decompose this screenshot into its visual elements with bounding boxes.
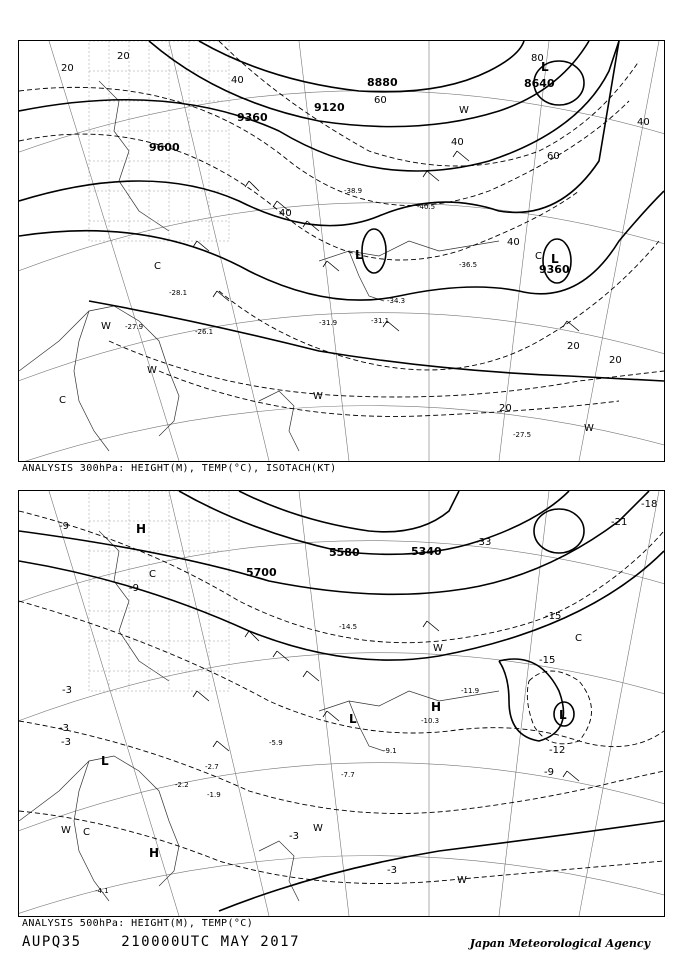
temp-contour-label: -12 <box>549 745 566 756</box>
temp-label: -7.7 <box>341 771 355 779</box>
low-pressure-center: L <box>541 60 549 74</box>
temp-label: -26.1 <box>195 328 214 336</box>
map-panel-300hpa <box>18 40 665 462</box>
warm-marker: W <box>61 825 71 836</box>
temp-label: -11.9 <box>461 687 480 695</box>
temp-label: -28.1 <box>169 289 188 297</box>
isotach-label: 20 <box>61 63 74 74</box>
isotach-label: 80 <box>531 53 544 64</box>
temp-contour-label: -18 <box>641 499 658 510</box>
chart-datetime: 210000UTC MAY 2017 <box>121 934 301 950</box>
cold-marker: C <box>154 261 161 272</box>
isotach-label: 40 <box>451 137 464 148</box>
temp-label: -4.1 <box>95 887 109 895</box>
height-label: 9120 <box>314 101 345 114</box>
warm-marker: W <box>147 365 157 376</box>
caption-500hpa: ANALYSIS 500hPa: HEIGHT(M), TEMP(°C) <box>22 918 254 929</box>
cold-marker: C <box>59 395 66 406</box>
map-panel-500hpa <box>18 490 665 917</box>
warm-marker: W <box>313 391 323 402</box>
warm-marker: W <box>584 423 594 434</box>
isotach-label: 20 <box>567 341 580 352</box>
low-pressure-center: L <box>349 712 357 726</box>
cold-marker: C <box>149 569 156 580</box>
temp-label: -1.9 <box>207 791 221 799</box>
height-label: 9600 <box>149 141 180 154</box>
isotach-label: 40 <box>279 208 292 219</box>
cold-marker: C <box>535 251 542 262</box>
temp-contour-label: -3 <box>387 865 397 876</box>
isotach-label: 40 <box>231 75 244 86</box>
isotach-label: 60 <box>374 95 387 106</box>
isotach-label: 40 <box>507 237 520 248</box>
isotach-label: 20 <box>117 51 130 62</box>
height-label: 5700 <box>246 566 277 579</box>
temp-contour-label: -9 <box>129 583 139 594</box>
temp-label: -2.2 <box>175 781 189 789</box>
warm-marker: W <box>433 643 443 654</box>
coastlines <box>19 81 499 451</box>
chart-code: AUPQ35 <box>22 934 82 950</box>
height-label: 5340 <box>411 545 442 558</box>
isotach-label: 60 <box>547 151 560 162</box>
temp-label: -38.9 <box>344 187 363 195</box>
cold-marker: C <box>83 827 90 838</box>
chart-identifier <box>22 934 300 950</box>
temp-label: -2.7 <box>205 763 219 771</box>
wind-barbs <box>193 151 579 331</box>
temp-label: -40.5 <box>417 203 436 211</box>
height-label: 9360 <box>539 263 570 276</box>
isotach-label: 40 <box>637 117 650 128</box>
temp-label: -27.5 <box>513 431 532 439</box>
temp-contour-label: -15 <box>539 655 556 666</box>
height-label: 5580 <box>329 546 360 559</box>
temp-label: -14.5 <box>339 623 358 631</box>
high-pressure-center: H <box>149 846 160 860</box>
temp-label: -27.9 <box>125 323 144 331</box>
warm-marker: W <box>101 321 111 332</box>
temp-label: -10.3 <box>421 717 440 725</box>
temp-label: -5.9 <box>269 739 283 747</box>
warm-marker: W <box>457 875 467 886</box>
low-pressure-center: L <box>551 252 559 266</box>
temp-contour-label: -21 <box>611 517 628 528</box>
temp-contours <box>19 511 664 884</box>
temp-contour-label: -3 <box>62 685 72 696</box>
temp-contour-label: -3 <box>61 737 71 748</box>
temp-label: -9.1 <box>383 747 397 755</box>
agency-name: Japan Meteorological Agency <box>469 937 650 950</box>
height-contours <box>19 41 664 381</box>
temp-contour-label: -9 <box>544 767 554 778</box>
coastlines <box>19 531 499 901</box>
cold-marker: C <box>575 633 582 644</box>
wind-barbs <box>193 621 579 781</box>
observation-grid <box>89 491 229 691</box>
temp-contour-label: -9 <box>59 521 69 532</box>
caption-300hpa: ANALYSIS 300hPa: HEIGHT(M), TEMP(°C), ISOTACH(KT) <box>22 463 337 474</box>
map-300hpa-svg <box>19 41 664 461</box>
temp-label: -36.5 <box>459 261 478 269</box>
low-pressure-center: L <box>101 754 109 768</box>
height-label: 9360 <box>237 111 268 124</box>
warm-marker: W <box>313 823 323 834</box>
high-pressure-center: H <box>431 700 442 714</box>
temp-contour-label: -15 <box>545 611 562 622</box>
temp-label: -31.1 <box>371 317 390 325</box>
temp-label: -31.9 <box>319 319 338 327</box>
temp-label: -34.3 <box>387 297 406 305</box>
map-500hpa-svg <box>19 491 664 916</box>
temp-contour-label: -3 <box>59 723 69 734</box>
height-label: 8880 <box>367 76 398 89</box>
temp-contour-label: -3 <box>289 831 299 842</box>
high-pressure-center: H <box>136 522 147 536</box>
isotach-label: 20 <box>499 403 512 414</box>
isotach-label: 20 <box>609 355 622 366</box>
low-pressure-center: L <box>559 708 567 722</box>
low-pressure-center: L <box>355 248 363 262</box>
temp-contour-label: -33 <box>475 537 492 548</box>
warm-marker: W <box>459 105 469 116</box>
height-label: 8640 <box>524 77 555 90</box>
